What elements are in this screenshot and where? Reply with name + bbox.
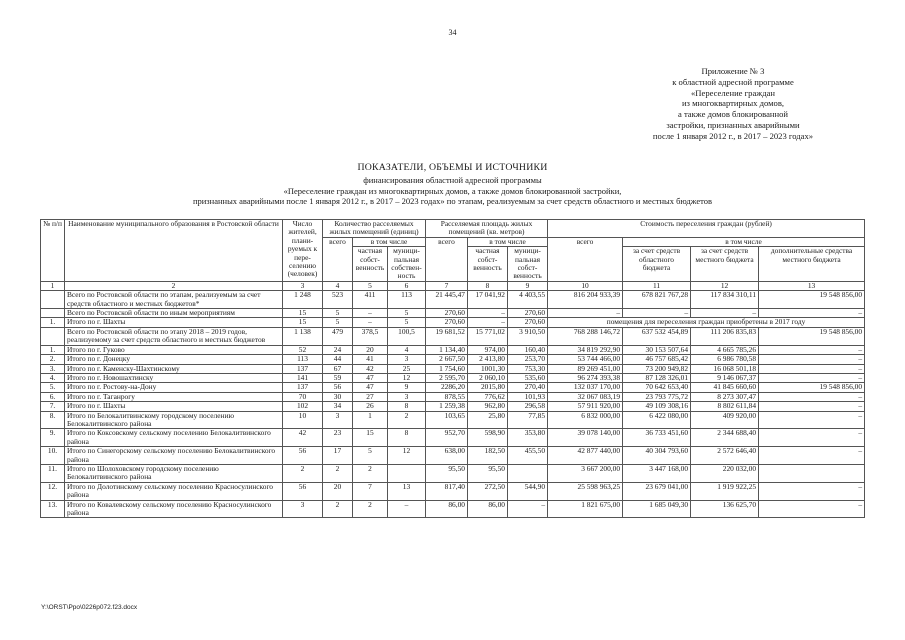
table-row	[41, 383, 865, 392]
cell-c5: 7	[353, 482, 388, 500]
cell-c3: 102	[283, 402, 323, 411]
subtitle-line: финансирования областной адресной программы	[363, 175, 542, 185]
cell-c3: 3	[283, 500, 323, 518]
cell-c9: 270,60	[508, 309, 548, 318]
cell-c5: 47	[353, 383, 388, 392]
row-number: 4.	[41, 373, 65, 382]
cell-c12: 9 146 067,37	[691, 373, 759, 382]
municipality-name: Итого по г. Таганрогу	[65, 392, 283, 401]
cell-c6: 3	[388, 392, 426, 401]
cell-c5: 15	[353, 429, 388, 447]
cell-c6: –	[388, 500, 426, 518]
cell-c11: 40 304 793,60	[623, 447, 691, 465]
cell-c10: –	[548, 309, 623, 318]
cell-c7: 817,40	[426, 482, 468, 500]
cell-c11: 1 685 049,30	[623, 500, 691, 518]
table-body	[41, 291, 865, 518]
cell-c9: 77,85	[508, 411, 548, 429]
file-path-footer: Y:\ORST\Ppo\0226p072.f23.docx	[41, 604, 138, 611]
municipality-name: Итого по Ковалевскому сельскому поселению Красносулинского района	[65, 500, 283, 518]
cell-c9: 353,80	[508, 429, 548, 447]
cell-c8: 15 771,02	[468, 327, 508, 345]
cell-c4: 3	[323, 411, 353, 429]
municipality-name: Итого по Долотинскому сельскому поселению Красносулинского района	[65, 482, 283, 500]
cell-c8: 2015,80	[468, 383, 508, 392]
row-number: 1.	[41, 318, 65, 327]
col-number: 2	[65, 281, 283, 290]
cell-c9: 535,60	[508, 373, 548, 382]
appendix-line: после 1 января 2012 г., в 2017 – 2023 годах»	[652, 130, 814, 141]
table-row	[41, 373, 865, 382]
cell-c11: 87 128 326,01	[623, 373, 691, 382]
cell-c7: 2286,20	[426, 383, 468, 392]
cell-c13: –	[759, 429, 865, 447]
cell-c11: 70 642 653,40	[623, 383, 691, 392]
cell-c8: 962,80	[468, 402, 508, 411]
cell-c3: 137	[283, 383, 323, 392]
cell-c12: –	[691, 309, 759, 318]
cell-c10: 53 744 466,00	[548, 355, 623, 364]
cell-c10: 816 204 933,39	[548, 291, 623, 309]
cell-c5: 27	[353, 392, 388, 401]
cell-c5: 47	[353, 373, 388, 382]
row-number: 5.	[41, 383, 65, 392]
cell-c6: 8	[388, 429, 426, 447]
cell-c11: 678 821 767,28	[623, 291, 691, 309]
header-municipal-area: муници-пальная собст-венность	[508, 247, 548, 282]
cell-c10: 1 821 675,00	[548, 500, 623, 518]
cell-c11: –	[623, 309, 691, 318]
header-cost-total: всего	[548, 237, 623, 281]
cell-c12: 136 625,70	[691, 500, 759, 518]
cell-c4: 523	[323, 291, 353, 309]
cell-c5: –	[353, 309, 388, 318]
col-number: 9	[508, 281, 548, 290]
table-row	[41, 327, 865, 345]
municipality-name: Итого по г. Каменску-Шахтинскому	[65, 364, 283, 373]
cell-c4: 30	[323, 392, 353, 401]
cell-c7: 21 445,47	[426, 291, 468, 309]
cell-c5: 411	[353, 291, 388, 309]
cell-c9: 270,60	[508, 318, 548, 327]
table-row	[41, 429, 865, 447]
cell-c9: 160,40	[508, 345, 548, 354]
municipality-name: Всего по Ростовской области по этапу 2018 – 2019 годов, реализуемому за счет средств областного и местных бюджетов	[65, 327, 283, 345]
cell-c4: 2	[323, 500, 353, 518]
document-subtitle	[20, 175, 885, 207]
cell-c3: 1 138	[283, 327, 323, 345]
table-row	[41, 464, 865, 482]
municipality-name: Итого по г. Ростову-на-Дону	[65, 383, 283, 392]
cell-c3: 137	[283, 364, 323, 373]
municipality-name: Итого по Коксовскому сельскому поселению Белокалитвинского района	[65, 429, 283, 447]
header-cost: Стоимость переселения граждан (рублей)	[548, 220, 865, 238]
table-row	[41, 309, 865, 318]
cell-c9: 270,40	[508, 383, 548, 392]
col-number: 7	[426, 281, 468, 290]
cell-c10: 34 819 292,90	[548, 345, 623, 354]
cell-c8: 86,00	[468, 500, 508, 518]
municipality-name: Итого по Белокалитвинскому городскому поселению Белокалитвинского района	[65, 411, 283, 429]
municipality-name: Итого по г. Шахты	[65, 402, 283, 411]
cell-c12: 111 206 835,83	[691, 327, 759, 345]
header-local-budget: за счет средств местного бюджета	[691, 247, 759, 282]
cell-c8: 2 413,80	[468, 355, 508, 364]
cell-c3: 141	[283, 373, 323, 382]
cell-c4: 479	[323, 327, 353, 345]
row-number	[41, 291, 65, 309]
cell-c11: 49 109 308,16	[623, 402, 691, 411]
cell-c7: 95,50	[426, 464, 468, 482]
cell-c7: 1 754,60	[426, 364, 468, 373]
appendix-line: а также домов блокированной	[677, 109, 788, 120]
col-number: 4	[323, 281, 353, 290]
table-row	[41, 318, 865, 327]
cell-c6: 113	[388, 291, 426, 309]
row-number: 1.	[41, 345, 65, 354]
page-number: 34	[448, 28, 457, 37]
cell-c13: –	[759, 373, 865, 382]
column-number-row	[41, 281, 865, 290]
cell-c3: 56	[283, 447, 323, 465]
header-rooms-incl: в том числе	[353, 237, 426, 246]
cell-c13: –	[759, 364, 865, 373]
cell-c9: 753,30	[508, 364, 548, 373]
cell-c8: 17 041,92	[468, 291, 508, 309]
cell-c5: 2	[353, 500, 388, 518]
cell-c12: 8 273 307,47	[691, 392, 759, 401]
cell-c13: –	[759, 482, 865, 500]
cell-c12: 2 344 688,40	[691, 429, 759, 447]
cell-c12: 16 068 501,18	[691, 364, 759, 373]
cell-c6: 5	[388, 309, 426, 318]
cell-c13: –	[759, 411, 865, 429]
row-number: 9.	[41, 429, 65, 447]
cell-c8: 95,50	[468, 464, 508, 482]
table-row	[41, 402, 865, 411]
cell-c6: 2	[388, 411, 426, 429]
cell-c11: 23 679 041,00	[623, 482, 691, 500]
appendix-line: из многоквартирных домов,	[681, 98, 785, 109]
subtitle-line: признанных аварийными после 1 января 2012 г., в 2017 – 2023 годах» по этапам, реализуемым за счет средств областного и местных бюджетов	[192, 196, 713, 207]
municipality-name: Всего по Ростовской области по иным мероприятиям	[65, 309, 283, 318]
cell-c11: 3 447 168,00	[623, 464, 691, 482]
cell-c10: 89 269 451,00	[548, 364, 623, 373]
cell-c10: 132 037 170,00	[548, 383, 623, 392]
cell-c9: 455,50	[508, 447, 548, 465]
cell-c6: 5	[388, 318, 426, 327]
cell-c4: 5	[323, 318, 353, 327]
header-num: № п/п	[41, 220, 65, 282]
cell-c13: –	[759, 309, 865, 318]
cell-c7: 1 134,40	[426, 345, 468, 354]
header-regional-budget: за счет средств областного бюджета	[623, 247, 691, 282]
cell-c4: 5	[323, 309, 353, 318]
cell-c5: 2	[353, 464, 388, 482]
cell-c13: –	[759, 392, 865, 401]
header-additional: дополнительные средства местного бюджета	[759, 247, 865, 282]
cell-c10: 6 832 000,00	[548, 411, 623, 429]
header-private-area: частная собст-венность	[468, 247, 508, 282]
cell-c11: 23 793 775,72	[623, 392, 691, 401]
row-number: 13.	[41, 500, 65, 518]
cell-c10: 768 288 146,72	[548, 327, 623, 345]
cell-c8: 1001,30	[468, 364, 508, 373]
cell-c6: 3	[388, 355, 426, 364]
cell-c10: 57 911 920,00	[548, 402, 623, 411]
appendix-line: «Переселение граждан	[691, 87, 775, 98]
cell-c4: 20	[323, 482, 353, 500]
cell-c4: 56	[323, 383, 353, 392]
cell-c8: –	[468, 309, 508, 318]
cell-c8: 2 060,10	[468, 373, 508, 382]
cell-c6: 100,5	[388, 327, 426, 345]
row-number: 11.	[41, 464, 65, 482]
cell-c13: –	[759, 355, 865, 364]
cell-c4: 34	[323, 402, 353, 411]
appendix-line: застройки, признанных аварийными	[666, 119, 800, 130]
cell-c7: 2 595,70	[426, 373, 468, 382]
cell-c9: 3 910,50	[508, 327, 548, 345]
cell-c13: –	[759, 402, 865, 411]
cell-c7: 2 667,50	[426, 355, 468, 364]
cell-c13: 19 548 856,00	[759, 383, 865, 392]
appendix-block	[613, 66, 853, 142]
cell-c10: 42 877 440,00	[548, 447, 623, 465]
header-rooms-total: всего	[323, 237, 353, 281]
cell-c8: 25,80	[468, 411, 508, 429]
cell-c4: 59	[323, 373, 353, 382]
cell-c13	[759, 464, 865, 482]
header-rooms: Количество расселяемых жилых помещений (единиц)	[323, 220, 426, 238]
cell-c6: 12	[388, 447, 426, 465]
cell-c6: 12	[388, 373, 426, 382]
cell-c3: 113	[283, 355, 323, 364]
cell-c3: 52	[283, 345, 323, 354]
cell-c11: 637 532 454,89	[623, 327, 691, 345]
header-cost-incl: в том числе	[623, 237, 865, 246]
appendix-line: Приложение № 3	[701, 66, 765, 76]
cell-c11: 46 757 685,42	[623, 355, 691, 364]
cell-c8: 598,90	[468, 429, 508, 447]
financing-table	[40, 219, 865, 518]
cell-c13: –	[759, 345, 865, 354]
col-number: 8	[468, 281, 508, 290]
cell-c3: 70	[283, 392, 323, 401]
cell-c8: 974,00	[468, 345, 508, 354]
cell-c10: 3 667 200,00	[548, 464, 623, 482]
col-number: 5	[353, 281, 388, 290]
cell-c7: 270,60	[426, 309, 468, 318]
row-number: 2.	[41, 355, 65, 364]
cell-c3: 15	[283, 309, 323, 318]
table-header	[41, 220, 865, 291]
table-row	[41, 482, 865, 500]
municipality-name: Итого по г. Шахты	[65, 318, 283, 327]
header-municipal: муници-пальная собствен-ность	[388, 247, 426, 282]
table-row	[41, 411, 865, 429]
cell-c5: 1	[353, 411, 388, 429]
cell-c9: 253,70	[508, 355, 548, 364]
cell-c11: 73 200 949,82	[623, 364, 691, 373]
row-number: 12.	[41, 482, 65, 500]
cell-c12: 41 845 660,60	[691, 383, 759, 392]
cell-c7: 19 681,52	[426, 327, 468, 345]
cell-c4: 44	[323, 355, 353, 364]
col-number: 1	[41, 281, 65, 290]
cell-c12: 409 920,00	[691, 411, 759, 429]
header-area-total: всего	[426, 237, 468, 281]
cell-c7: 103,65	[426, 411, 468, 429]
cell-c7: 638,00	[426, 447, 468, 465]
row-number: 10.	[41, 447, 65, 465]
cell-c9: 544,90	[508, 482, 548, 500]
cell-c13: –	[759, 447, 865, 465]
table-row	[41, 392, 865, 401]
col-number: 12	[691, 281, 759, 290]
row-number: 6.	[41, 392, 65, 401]
table-row	[41, 500, 865, 518]
cell-c9	[508, 464, 548, 482]
header-area-incl: в том числе	[468, 237, 548, 246]
cell-c12: 1 919 922,25	[691, 482, 759, 500]
appendix-line: к областной адресной программе	[672, 76, 794, 87]
municipality-name: Итого по г. Гуково	[65, 345, 283, 354]
cell-c12: 220 032,00	[691, 464, 759, 482]
cell-c8: –	[468, 318, 508, 327]
cell-c7: 878,55	[426, 392, 468, 401]
cell-c9: 4 403,55	[508, 291, 548, 309]
municipality-name: Итого по г. Донецку	[65, 355, 283, 364]
cell-c10: 25 598 963,25	[548, 482, 623, 500]
document-title: ПОКАЗАТЕЛИ, ОБЪЕМЫ И ИСТОЧНИКИ	[357, 162, 548, 173]
cell-c8: 776,62	[468, 392, 508, 401]
header-name: Наименование муниципального образования в Ростовской области	[65, 220, 283, 282]
col-number: 10	[548, 281, 623, 290]
cell-c12: 2 572 646,40	[691, 447, 759, 465]
cell-c3: 10	[283, 411, 323, 429]
cell-c9: –	[508, 500, 548, 518]
cell-c5: –	[353, 318, 388, 327]
cell-c12: 4 665 785,26	[691, 345, 759, 354]
row-number: 3.	[41, 364, 65, 373]
cell-c13: –	[759, 500, 865, 518]
cell-c5: 41	[353, 355, 388, 364]
cell-c6: 9	[388, 383, 426, 392]
cell-c4: 17	[323, 447, 353, 465]
col-number: 11	[623, 281, 691, 290]
cell-c12: 8 802 611,84	[691, 402, 759, 411]
cell-c11: 36 733 451,60	[623, 429, 691, 447]
cell-c11: 6 422 080,00	[623, 411, 691, 429]
cell-c6: 25	[388, 364, 426, 373]
cell-c7: 86,00	[426, 500, 468, 518]
cell-c13: 19 548 856,00	[759, 291, 865, 309]
cell-c7: 1 259,38	[426, 402, 468, 411]
table-row	[41, 291, 865, 309]
header-private: частная собст-венность	[353, 247, 388, 282]
cell-c4: 24	[323, 345, 353, 354]
col-number: 3	[283, 281, 323, 290]
cell-c3: 1 248	[283, 291, 323, 309]
cell-c6	[388, 464, 426, 482]
cell-c12: 6 986 780,58	[691, 355, 759, 364]
subtitle-line: «Переселение граждан из многоквартирных домов, а также домов блокированной застройки,	[283, 185, 622, 196]
cell-c3: 2	[283, 464, 323, 482]
cell-c4: 23	[323, 429, 353, 447]
table-row	[41, 447, 865, 465]
col-number: 6	[388, 281, 426, 290]
cell-c4: 67	[323, 364, 353, 373]
header-residents: Число жителей, плани-руемых к пере-селению (человек)	[283, 220, 323, 282]
cell-c4: 2	[323, 464, 353, 482]
cell-c5: 378,5	[353, 327, 388, 345]
cell-c7: 270,60	[426, 318, 468, 327]
cell-c3: 56	[283, 482, 323, 500]
cell-c3: 15	[283, 318, 323, 327]
municipality-name: Итого по Синегорскому сельскому поселению Белокалитвинского района	[65, 447, 283, 465]
cell-c10: 32 067 083,19	[548, 392, 623, 401]
municipality-name: Итого по Шолоховскому городскому поселению Белокалитвинского района	[65, 464, 283, 482]
cell-c6: 4	[388, 345, 426, 354]
table-row	[41, 355, 865, 364]
cell-c11: 30 153 507,64	[623, 345, 691, 354]
header-area: Расселяемая площадь жилых помещений (кв. метров)	[426, 220, 548, 238]
table-row	[41, 364, 865, 373]
row-number	[41, 309, 65, 318]
cell-c5: 26	[353, 402, 388, 411]
row-number: 8.	[41, 411, 65, 429]
cell-c13: 19 548 856,00	[759, 327, 865, 345]
cell-c5: 20	[353, 345, 388, 354]
cell-c9: 101,93	[508, 392, 548, 401]
cell-c5: 42	[353, 364, 388, 373]
table-row	[41, 345, 865, 354]
cell-c10: 39 078 140,00	[548, 429, 623, 447]
cell-c12: 117 834 310,11	[691, 291, 759, 309]
cell-c8: 272,50	[468, 482, 508, 500]
row-number: 7.	[41, 402, 65, 411]
col-number: 13	[759, 281, 865, 290]
cell-c6: 13	[388, 482, 426, 500]
cell-c5: 5	[353, 447, 388, 465]
cell-c3: 42	[283, 429, 323, 447]
cell-c9: 296,58	[508, 402, 548, 411]
row-note: помещения для переселения граждан приобретены в 2017 году	[548, 318, 865, 327]
row-number	[41, 327, 65, 345]
municipality-name: Всего по Ростовской области по этапам, реализуемым за счет средств областного и местных бюджетов*	[65, 291, 283, 309]
cell-c10: 96 274 393,38	[548, 373, 623, 382]
cell-c8: 182,50	[468, 447, 508, 465]
municipality-name: Итого по г. Новошахтинску	[65, 373, 283, 382]
cell-c6: 8	[388, 402, 426, 411]
cell-c7: 952,70	[426, 429, 468, 447]
